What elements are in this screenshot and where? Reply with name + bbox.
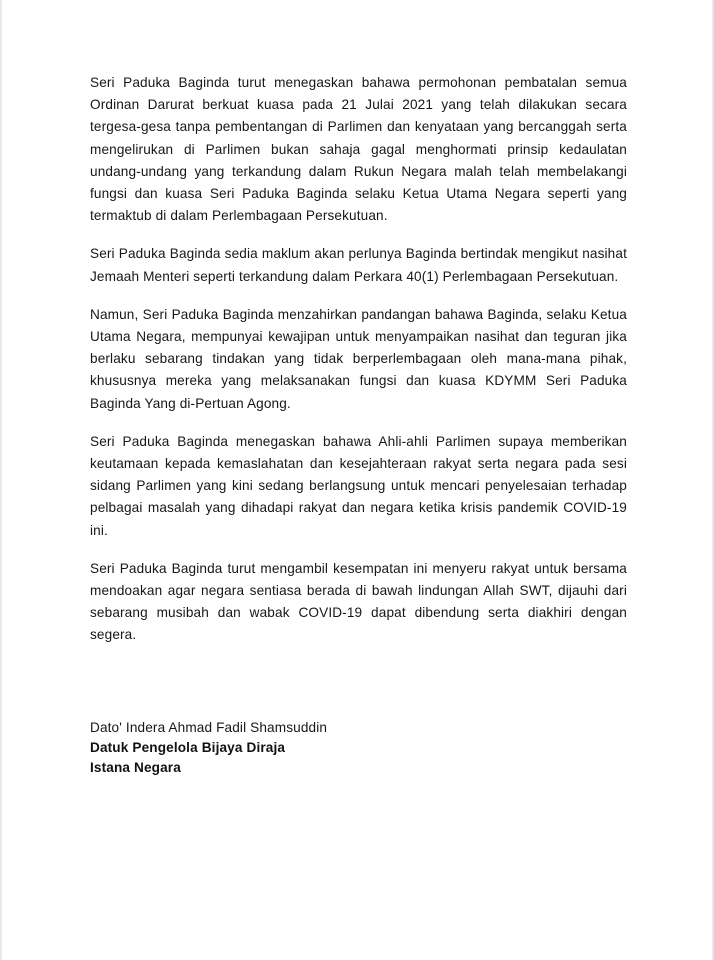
paragraph-1: Seri Paduka Baginda turut menegaskan bahawa permohonan pembatalan semua Ordinan Darurat berkuat kuasa pada 21 Julai 2021 yang telah dilakukan secara tergesa-gesa tanpa pembentangan di Parlimen dan kenyataan yang bercanggah serta mengelirukan di Parlimen bukan sahaja gagal menghormati prinsip kedaulatan undang-undang yang terkandung dalam Rukun Negara malah telah membelakangi fungsi dan kuasa Seri Paduka Baginda selaku Ketua Utama Negara seperti yang termaktub di dalam Perlembagaan Persekutuan. (90, 75, 627, 224)
paragraph-4: Seri Paduka Baginda menegaskan bahawa Ahli-ahli Parlimen supaya memberikan keutamaan kepada kemaslahatan dan kesejahteraan rakyat serta negara pada sesi sidang Parlimen yang kini sedang berlangsung untuk mencari penyelesaian terhadap pelbagai masalah yang dihadapi rakyat dan negara ketika krisis pandemik COVID-19 ini. (90, 433, 627, 538)
signatory-name: Dato' Indera Ahmad Fadil Shamsuddin (90, 719, 328, 735)
document-content (90, 72, 627, 778)
signature-block (90, 718, 627, 778)
paragraph-5: Seri Paduka Baginda turut mengambil kesempatan ini menyeru rakyat untuk bersama mendoakan agar negara sentiasa berada di bawah lindungan Allah SWT, dijauhi dari sebarang musibah dan wabak COVID-19 dapat dibendung serta diakhiri dengan segera. (90, 560, 627, 643)
signatory-organisation: Istana Negara (90, 759, 181, 775)
paragraph-2: Seri Paduka Baginda sedia maklum akan perlunya Baginda bertindak mengikut nasihat Jemaah Menteri seperti terkandung dalam Perkara 40(1) Perlembagaan Persekutuan. (90, 246, 627, 284)
signatory-title: Datuk Pengelola Bijaya Diraja (90, 739, 286, 755)
paragraph-3: Namun, Seri Paduka Baginda menzahirkan pandangan bahawa Baginda, selaku Ketua Utama Negara, mempunyai kewajipan untuk menyampaikan nasihat dan teguran jika berlaku sebarang tindakan yang tidak berperlembagaan oleh mana-mana pihak, khususnya mereka yang melaksanakan fungsi dan kuasa KDYMM Seri Paduka Baginda Yang di-Pertuan Agong. (90, 306, 627, 411)
statement-body (90, 72, 627, 647)
